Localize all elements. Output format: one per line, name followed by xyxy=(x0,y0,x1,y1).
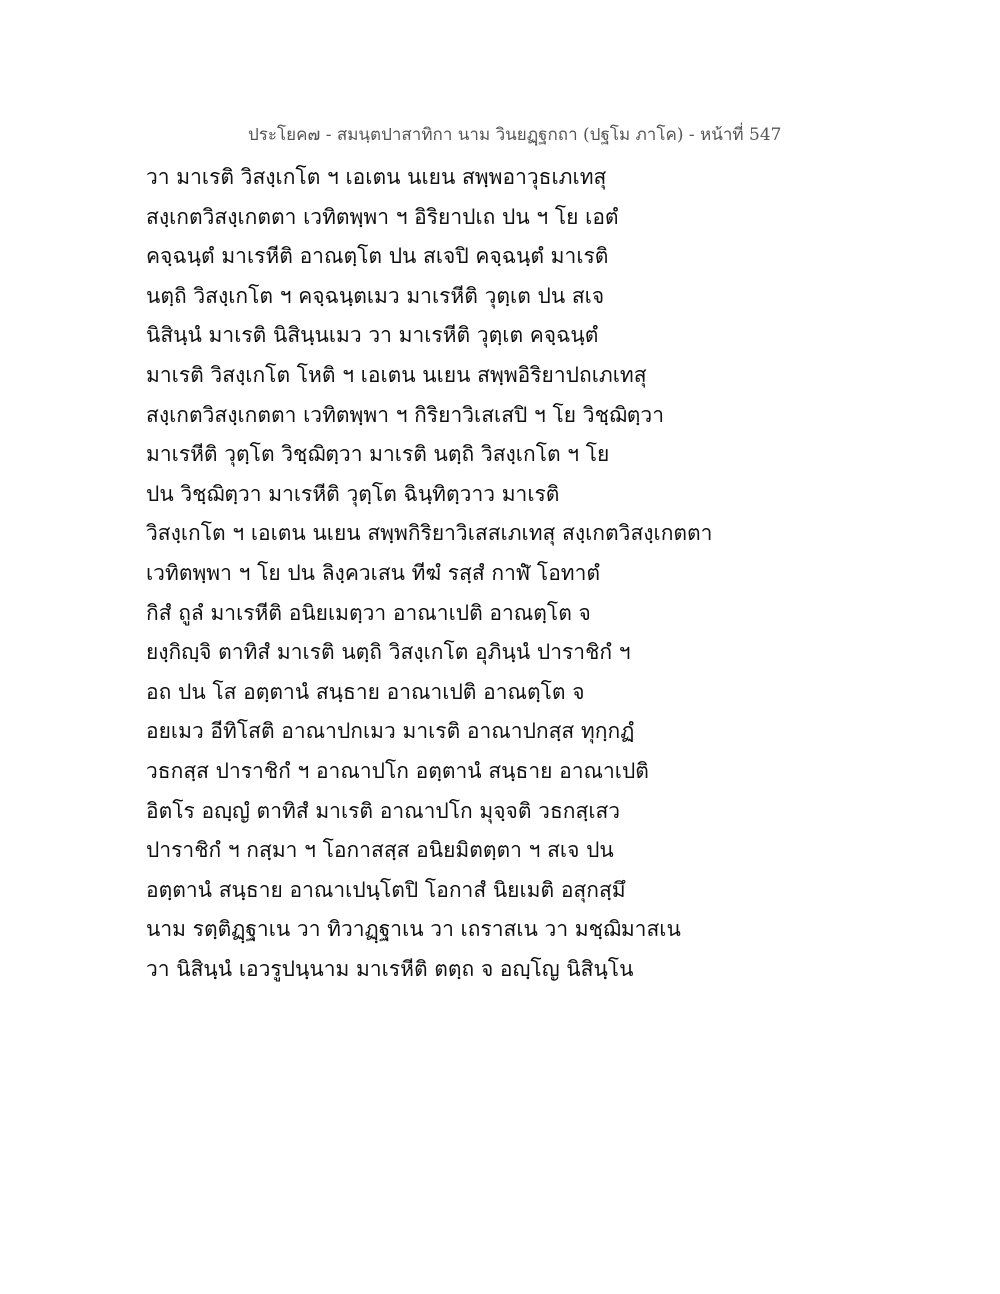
page-body xyxy=(146,158,786,989)
text-line: อตฺตานํ สนฺธาย อาณาเปนฺโตปิ โอกาสํ นิยเมติ อสุกสฺมึ xyxy=(146,877,626,902)
text-line: นตฺถิ วิสงฺเกโต ฯ คจฺฉนฺตเมว มาเรหีติ วุตฺเต ปน สเจ xyxy=(146,283,605,308)
text-line: อยเมว อีทิโสติ อาณาปกเมว มาเรติ อาณาปกสฺส ทุกฺกฏํ xyxy=(146,719,635,744)
text-line: มาเรติ วิสงฺเกโต โหติ ฯ เอเตน นเยน สพฺพอิริยาปถเภเทสุ xyxy=(146,362,647,387)
text-line: อถ ปน โส อตฺตานํ สนฺธาย อาณาเปติ อาณตฺโต จ xyxy=(146,679,585,704)
text-line: ปน วิชฺฌิตฺวา มาเรหีติ วุตฺโต ฉินฺทิตฺวาว มาเรติ xyxy=(146,481,560,506)
text-line: วา นิสินฺนํ เอวรูปนฺนาม มาเรหีติ ตตฺถ จ อญฺโญ นิสินฺโน xyxy=(146,956,634,981)
text-line: สงฺเกตวิสงฺเกตตา เวทิตพฺพา ฯ อิริยาปเถ ปน ฯ โย เอตํ xyxy=(146,204,619,229)
text-line: วิสงฺเกโต ฯ เอเตน นเยน สพฺพกิริยาวิเสสเภเทสุ สงฺเกตวิสงฺเกตตา xyxy=(146,521,713,546)
page-header: ประโยค๗ - สมนฺตปาสาทิกา นาม วินยฏฺฐกถา (ปฐโม ภาโค) - หน้าที่ 547 xyxy=(248,125,782,145)
text-line: สงฺเกตวิสงฺเกตตา เวทิตพฺพา ฯ กิริยาวิเสเสปิ ฯ โย วิชฺฌิตฺวา xyxy=(146,402,664,427)
text-line: เวทิตพฺพา ฯ โย ปน ลิงฺควเสน ทีฆํ รสฺสํ กาฬํ โอทาตํ xyxy=(146,560,601,585)
text-line: วา มาเรติ วิสงฺเกโต ฯ เอเตน นเยน สพฺพอาวุธเภเทสุ xyxy=(146,165,607,189)
text-line: ยงฺกิญฺจิ ตาทิสํ มาเรติ นตฺถิ วิสงฺเกโต อุภินฺนํ ปาราชิกํ ฯ xyxy=(146,640,631,665)
text-line: นิสินฺนํ มาเรติ นิสินฺนเมว วา มาเรหีติ วุตฺเต คจฺฉนฺตํ xyxy=(146,323,599,348)
text-line: นาม รตฺติฏฺฐาเน วา ทิวาฏฺฐาเน วา เถราสเน วา มชฺฌิมาสเน xyxy=(146,917,681,942)
text-line: ปาราชิกํ ฯ กสฺมา ฯ โอกาสสฺส อนิยมิตตฺตา ฯ สเจ ปน xyxy=(146,838,614,863)
text-line: คจฺฉนฺตํ มาเรหีติ อาณตฺโต ปน สเจปิ คจฺฉนฺตํ มาเรติ xyxy=(146,244,609,269)
text-line: มาเรหีติ วุตฺโต วิชฺฌิตฺวา มาเรติ นตฺถิ วิสงฺเกโต ฯ โย xyxy=(146,442,610,467)
text-line: กิสํ ถูลํ มาเรหีติ อนิยเมตฺวา อาณาเปติ อาณตฺโต จ xyxy=(146,600,591,625)
text-line: อิตโร อญฺญํ ตาทิสํ มาเรติ อาณาปโก มุจฺจติ วธกสฺเสว xyxy=(146,798,621,823)
text-line: วธกสฺส ปาราชิกํ ฯ อาณาปโก อตฺตานํ สนฺธาย อาณาเปติ xyxy=(146,758,649,783)
